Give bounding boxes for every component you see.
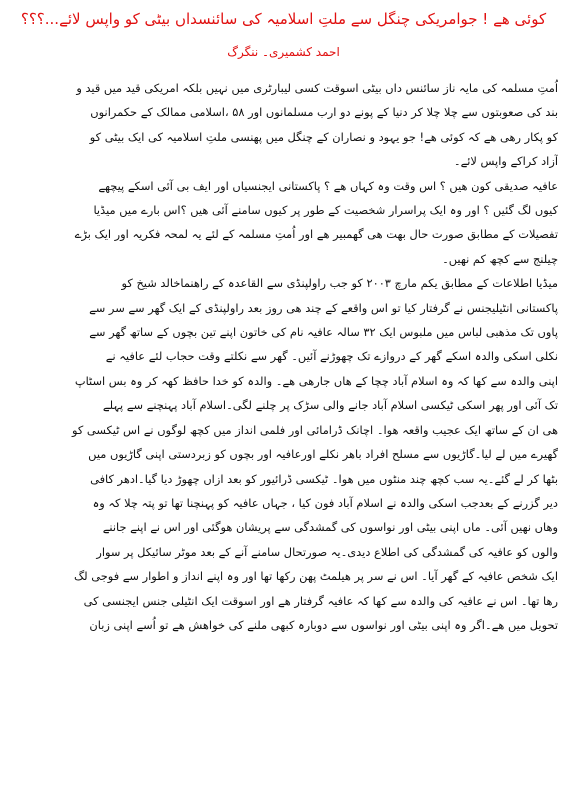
text-line: ھی ان کے ساتھ ایک عجیب واقعہ ھوا۔ اچانک ڈرامائی اور فلمی انداز میں کچھ لوگوں نے اس ٹیکسی کو [71, 422, 558, 437]
article-body [9, 76, 558, 796]
text-line: آزاد کراکے واپس لائے۔ [453, 154, 558, 169]
text-line: والوں کو عافیہ کی گمشدگی کی اطلاع دیدی۔یہ صورتحال سامنے آنے کے بعد موٹر سائیکل پر سوار [96, 544, 558, 559]
text-line: عافیہ صدیقی کون ھیں ؟ اس وقت وہ کہاں ھے ؟ پاکستانی ایجنسیاں اور ایف بی آئی اسکے پیچھے [98, 178, 558, 193]
text-line: ایک شخص عافیہ کے گھر آیا۔ اس نے سر پر ھیلمٹ پھن رکھا تھا اور وہ اپنے انداز و اطوار سے فوجی لگ [73, 569, 558, 584]
text-line: نکلی اسکی والدہ اسکے گھر کے دروازے تک چھوڑنے آئیں۔ گھر سے نکلتے وقت حجاب لئے عافیہ نے [105, 349, 558, 364]
text-line: تفصیلات کے مطابق صورت حال بھت ھی گھمبیر ھے اور اُمتِ مسلمہ کے لئے یہ لمحہ فکریہ اور ایک بڑے [74, 227, 558, 242]
text-line: وھاں نھیں آئی۔ ماں اپنی بیٹی اور نواسوں کی گمشدگی سے پریشان ھوگئی اور اس نے اپنے جاننے [102, 520, 558, 535]
paragraph-2 [9, 174, 558, 272]
text-line: تک آئی اور پھر اسکی ٹیکسی اسلام آباد جانے والی سڑک پر چلنے لگی۔اسلام آباد پہنچنے سے پہلے [102, 398, 558, 413]
text-line: بٹھا کر لے گئے۔یہ سب کچھ چند منٹوں میں ھوا۔ ٹیکسی ڈرائیور کو بعد ازاں چھوڑ دیا گیا۔ادھر کافی [90, 471, 558, 486]
text-line: اُمتِ مسلمہ کی مایہ ناز سائنس داں بیٹی اسوقت کسی لیبارٹری میں نہیں بلکہ امریکی قید میں قید و [76, 81, 558, 95]
text-line: رھا تھا۔ اس نے عافیہ کی والدہ سے کھا کہ عافیہ گرفتار ھے اور اسوقت ایک انٹیلی جنس ایجنسی کی [83, 593, 558, 608]
text-line: تحویل میں ھے۔اگر وہ اپنی بیٹی اور نواسوں سے دوبارہ کبھی ملنے کی خواھش ھے تو اُسے اپنی زبان [89, 617, 558, 632]
text-line: میڈیا اطلاعات کے مطابق یکم مارچ ۲۰۰۳ کو جب راولپنڈی سے القاعدہ کے راھنماخالد شیخ کو [121, 276, 558, 291]
text-line: کو پکار رھی ھے کہ کوئی ھے! جو یہود و نصاران کے چنگل میں پھنسی ملتِ اسلامیہ کی ایک بیٹی کو [89, 129, 558, 144]
article-headline: کوئی ھے ! جوامریکی چنگل سے ملتِ اسلامیہ کی سائنسداں بیٹی کو واپس لائے...؟؟؟ [20, 10, 547, 28]
paragraph-3 [9, 271, 558, 637]
text-line: اپنی والدہ سے کھا کہ وہ اسلام آباد چچا کے ھاں جارھی ھے۔ والدہ کو خدا حافظ کھہ کر وہ بس اسٹاپ [74, 373, 558, 388]
text-line: دیر گزرنے کے بعدجب اسکی والدہ نے اسلام آباد فون کیا ، جہاں عافیہ کو پہنچنا تھا تو پتہ چلا کہ وہ [92, 495, 558, 510]
text-line: گھیرے میں لے لیا۔گاڑیوں سے مسلح افراد باھر نکلے اورعافیہ اور بچوں کو زبردستی اپنی گاڑیوں میں [88, 447, 558, 462]
paragraph-1 [9, 76, 558, 174]
article-author: احمد کشمیری۔ ننگرگ [227, 45, 340, 59]
text-line: پاوں تک مذھبی لباس میں ملبوس ایک ۳۲ سالہ عافیہ نام کی خاتون اپنے تین بچوں کے ساتھ گھر سے [89, 325, 558, 340]
text-line: بند کی صعوبتوں سے چلا چلا کر دنیا کے پونے دو ارب مسلمانوں اور ۵۸ ،اسلامی ممالک کے حکمرانوں [90, 105, 558, 120]
text-line: پاکستانی انٹیلیجنس نے گرفتار کیا تو اس واقعے کے چند ھی روز بعد راولپنڈی کے ایک گھر سے سر سے [89, 300, 558, 315]
text-line: کیوں لگ گئیں ؟ اور وہ ایک پراسرار شخصیت کے طور پر کیوں سامنے آئی ھیں ؟اس بارے میں میڈیا [93, 203, 558, 218]
text-line: چیلنج سے کچھ کم نھیں۔ [442, 251, 558, 266]
